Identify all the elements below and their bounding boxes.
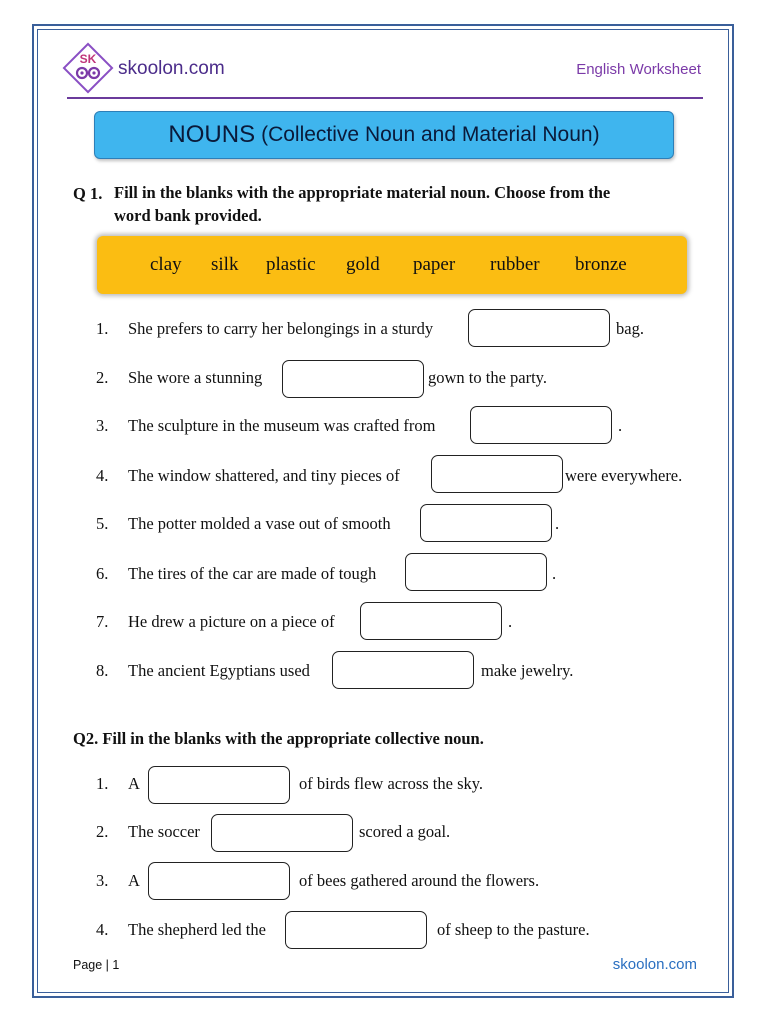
q1-number: Q 1. <box>73 184 103 203</box>
answer-blank[interactable] <box>282 360 424 398</box>
q2-item-number: 1. <box>96 774 109 793</box>
q1-item-text: She prefers to carry her belongings in a sturdy <box>128 319 434 338</box>
q1-item-number: 8. <box>96 661 109 680</box>
title-main: NOUNS <box>168 121 256 148</box>
header-divider <box>67 97 703 99</box>
q2-item-text-after: of sheep to the pasture. <box>437 920 590 939</box>
answer-blank[interactable] <box>360 602 502 640</box>
q1-item-text-after: . <box>552 564 557 583</box>
answer-blank[interactable] <box>285 911 427 949</box>
q1-item-text: She wore a stunning <box>128 368 263 387</box>
q1-item-text: The ancient Egyptians used <box>128 661 310 680</box>
word-bank-word: paper <box>413 254 456 275</box>
q1-item-text-after: bag. <box>616 319 644 338</box>
q2-item-text-after: of bees gathered around the flowers. <box>299 871 540 890</box>
q2-item-text-after: scored a goal. <box>359 822 451 841</box>
q1-instruction-line1: Fill in the blanks with the appropriate material noun. Choose from the <box>114 183 611 202</box>
q2-item-text-after: of birds flew across the sky. <box>299 774 484 793</box>
q2-item-text: A <box>128 871 140 890</box>
answer-blank[interactable] <box>468 309 610 347</box>
q1-item-number: 5. <box>96 514 109 533</box>
answer-blank[interactable] <box>148 766 290 804</box>
answer-blank[interactable] <box>420 504 552 542</box>
footer-site-link[interactable]: skoolon.com <box>612 956 697 973</box>
word-bank-word: gold <box>346 254 380 275</box>
page-number: Page | 1 <box>73 958 120 972</box>
word-bank-word: bronze <box>575 254 627 275</box>
worksheet-label: English Worksheet <box>576 61 701 78</box>
answer-blank[interactable] <box>470 406 612 444</box>
q1-item-text: The potter molded a vase out of smooth <box>128 514 391 533</box>
q1-item-text: The window shattered, and tiny pieces of <box>128 466 400 485</box>
skoolon-logo <box>62 42 114 94</box>
q1-item-number: 6. <box>96 564 109 583</box>
title-subtitle: (Collective Noun and Material Noun) <box>261 123 600 146</box>
q1-item-text-after: . <box>508 612 513 631</box>
q2-item-text: The soccer <box>128 822 200 841</box>
answer-blank[interactable] <box>148 862 290 900</box>
q1-item-number: 4. <box>96 466 109 485</box>
page-border-inner <box>37 29 729 993</box>
answer-blank[interactable] <box>405 553 547 591</box>
q2-item-number: 2. <box>96 822 109 841</box>
q1-item-text: He drew a picture on a piece of <box>128 612 335 631</box>
word-bank-word: rubber <box>490 254 540 275</box>
q1-item-text-after: were everywhere. <box>565 466 683 485</box>
answer-blank[interactable] <box>332 651 474 689</box>
q1-item-number: 3. <box>96 416 109 435</box>
q2-instruction: Q2. Fill in the blanks with the appropriate collective noun. <box>73 729 484 748</box>
worksheet-title <box>94 111 674 159</box>
q1-item-text-after: . <box>555 514 560 533</box>
brand-name: skoolon.com <box>118 58 225 79</box>
word-bank-word: silk <box>211 254 239 275</box>
q1-item-number: 1. <box>96 319 109 338</box>
svg-text:SK: SK <box>79 52 97 66</box>
q1-item-text-after: make jewelry. <box>481 661 574 680</box>
q1-item-text-after: . <box>618 416 623 435</box>
q1-item-number: 7. <box>96 612 109 631</box>
q2-item-number: 4. <box>96 920 109 939</box>
q2-item-number: 3. <box>96 871 109 890</box>
q2-item-text: The shepherd led the <box>128 920 266 939</box>
q1-item-text: The tires of the car are made of tough <box>128 564 377 583</box>
q1-item-text-after: gown to the party. <box>428 368 547 387</box>
q1-item-text: The sculpture in the museum was crafted from <box>128 416 436 435</box>
answer-blank[interactable] <box>211 814 353 852</box>
answer-blank[interactable] <box>431 455 563 493</box>
q1-item-number: 2. <box>96 368 109 387</box>
word-bank-word: plastic <box>266 254 316 275</box>
q1-instruction-line2: word bank provided. <box>114 206 262 225</box>
word-bank-word: clay <box>150 254 182 275</box>
q2-item-text: A <box>128 774 140 793</box>
